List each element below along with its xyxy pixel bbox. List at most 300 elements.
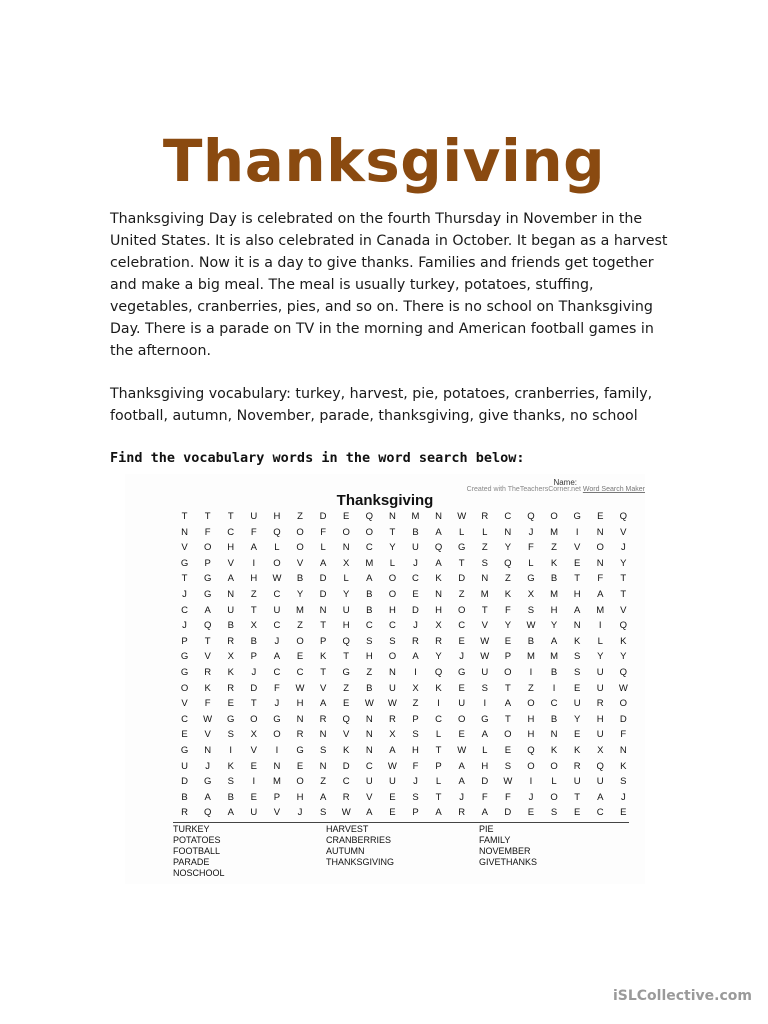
created-with-text: Created with TheTeachersCorner.net <box>466 486 581 493</box>
grid-letter: N <box>388 666 396 678</box>
grid-letter: E <box>343 511 350 522</box>
grid-letter: C <box>365 542 373 554</box>
grid-letter: N <box>319 729 327 741</box>
name-label: Name: <box>553 478 577 487</box>
grid-letter: W <box>364 698 374 710</box>
grid-letter: Z <box>504 573 511 585</box>
grid-letter: D <box>342 760 350 772</box>
grid-letter: E <box>597 511 604 522</box>
grid-letter: E <box>296 651 304 663</box>
grid-letter: R <box>458 807 466 819</box>
grid-letter: O <box>550 511 558 522</box>
grid-letter: C <box>365 760 373 772</box>
grid-letter: G <box>342 666 350 678</box>
grid-letter: A <box>504 698 512 710</box>
grid-letter: L <box>597 635 603 647</box>
grid-letter: F <box>504 604 511 616</box>
grid-letter: J <box>620 542 626 554</box>
grid-letter: K <box>435 682 442 694</box>
grid-letter: T <box>204 635 211 647</box>
grid-letter: V <box>481 620 488 632</box>
grid-letter: E <box>250 791 257 803</box>
grid-letter: E <box>412 588 419 600</box>
page-title: Thanksgiving <box>162 127 606 195</box>
grid-letter: O <box>504 666 512 678</box>
grid-letter: X <box>389 729 396 741</box>
grid-letter: O <box>342 526 350 538</box>
grid-letter: W <box>295 682 305 694</box>
grid-letter: R <box>296 729 304 741</box>
intro-paragraph: Thanksgiving Day is celebrated on the fourth Thursday in November in the United States. It is also celebrated in Canada in October. It began as a harvest celebration. Now it is a day to give thanks. Families and friends get together and make a big meal. The meal is usually turkey, potatoes, stuffing, vegetables, cranberries, pies, and so on. There is no school on Thanksgiving Day. There is a parade on TV in the morning and American football games in the afternoon. <box>110 211 668 359</box>
grid-letter: B <box>550 666 558 678</box>
grid-letter: B <box>181 791 188 803</box>
grid-row <box>173 665 635 681</box>
grid-row <box>173 556 635 572</box>
grid-letter: X <box>227 651 234 663</box>
grid-letter: N <box>319 760 327 772</box>
grid-letter: F <box>481 791 488 803</box>
grid-letter: K <box>620 635 627 647</box>
grid-letter: Y <box>550 620 558 632</box>
grid-letter: N <box>504 526 512 538</box>
grid-letter: A <box>435 526 442 538</box>
grid-row <box>173 618 635 634</box>
grid-letter: G <box>457 542 466 554</box>
grid-letter: H <box>296 791 304 803</box>
grid-letter: C <box>412 573 419 585</box>
grid-letter: C <box>181 713 188 725</box>
grid-letter: K <box>550 557 558 569</box>
grid-letter: B <box>227 620 234 632</box>
grid-letter: O <box>388 588 397 600</box>
grid-letter: Y <box>620 651 627 663</box>
grid-letter: Q <box>342 635 350 647</box>
grid-row <box>173 587 635 603</box>
grid-letter: T <box>620 573 627 585</box>
letter-grid <box>173 509 635 821</box>
grid-letter: Y <box>504 620 512 632</box>
grid-letter: Y <box>620 557 627 569</box>
grid-letter: E <box>620 807 627 819</box>
grid-letter: S <box>573 666 581 678</box>
grid-letter: Q <box>434 542 443 554</box>
grid-letter: N <box>596 557 604 569</box>
grid-letter: C <box>181 604 188 616</box>
grid-letter: X <box>412 682 419 694</box>
grid-letter: W <box>341 807 351 819</box>
grid-letter: T <box>320 620 327 632</box>
grid-letter: D <box>458 573 466 585</box>
grid-letter: Q <box>504 557 512 569</box>
grid-letter: T <box>250 604 257 616</box>
grid-letter: K <box>550 744 558 756</box>
grid-letter: K <box>227 666 234 678</box>
grid-letter: K <box>573 744 581 756</box>
grid-letter: G <box>296 744 304 756</box>
grid-letter: W <box>618 682 628 694</box>
word-list-row <box>173 868 633 879</box>
word-list-item: PIE <box>479 824 494 834</box>
grid-letter: R <box>227 635 235 647</box>
grid-letter: M <box>550 588 558 600</box>
grid-letter: C <box>273 666 281 678</box>
grid-letter: O <box>504 729 512 741</box>
word-list-item: TURKEY <box>173 824 210 834</box>
grid-letter: H <box>365 651 373 663</box>
grid-letter: H <box>296 698 304 710</box>
vocabulary-paragraph: Thanksgiving vocabulary: turkey, harvest, pie, potatoes, cranberries, family, football, autumn, November, parade, thanksgiving, give thanks, no school <box>110 386 653 424</box>
grid-letter: N <box>573 620 581 632</box>
grid-letter: K <box>319 651 327 663</box>
grid-letter: H <box>527 713 535 725</box>
grid-letter: C <box>296 666 304 678</box>
word-search-maker-link[interactable]: Word Search Maker <box>582 486 645 493</box>
grid-letter: Y <box>597 651 604 663</box>
grid-letter: T <box>320 666 327 678</box>
grid-letter: C <box>342 776 350 788</box>
grid-letter: H <box>435 604 443 616</box>
grid-letter: O <box>596 542 604 554</box>
grid-letter: L <box>482 526 488 538</box>
grid-letter: B <box>227 791 234 803</box>
grid-letter: I <box>552 682 556 694</box>
grid-letter: B <box>412 526 419 538</box>
grid-letter: C <box>365 620 373 632</box>
grid-letter: U <box>388 682 396 694</box>
grid-letter: N <box>227 588 235 600</box>
grid-letter: X <box>597 744 604 756</box>
grid-letter: G <box>227 713 235 725</box>
grid-letter: J <box>251 666 257 678</box>
grid-letter: M <box>480 588 489 600</box>
grid-letter: T <box>181 511 188 522</box>
grid-letter: D <box>319 511 327 522</box>
grid-letter: Z <box>528 682 534 694</box>
grid-letter: I <box>252 776 256 788</box>
grid-letter: U <box>273 604 281 616</box>
grid-letter: V <box>620 604 627 616</box>
grid-letter: O <box>296 635 304 647</box>
grid-letter: J <box>413 620 418 632</box>
grid-letter: W <box>480 651 490 663</box>
grid-letter: S <box>366 635 373 647</box>
grid-row <box>173 634 635 650</box>
grid-letter: S <box>319 807 327 819</box>
grid-letter: Q <box>365 511 373 522</box>
grid-letter: D <box>319 588 327 600</box>
grid-letter: H <box>550 604 558 616</box>
grid-letter: N <box>481 573 489 585</box>
grid-letter: A <box>204 791 211 803</box>
grid-letter: V <box>204 729 211 741</box>
grid-letter: N <box>204 744 212 756</box>
grid-letter: A <box>435 807 442 819</box>
grid-letter: H <box>388 604 396 616</box>
grid-letter: O <box>388 573 397 585</box>
grid-letter: I <box>483 698 487 710</box>
word-search-title: Thanksgiving <box>336 492 434 509</box>
grid-letter: E <box>458 682 465 694</box>
grid-letter: U <box>388 776 396 788</box>
grid-letter: Y <box>389 542 396 554</box>
grid-letter: O <box>457 713 466 725</box>
grid-letter: B <box>550 573 558 585</box>
grid-letter: O <box>457 604 466 616</box>
grid-letter: F <box>204 698 211 710</box>
grid-letter: E <box>573 557 581 569</box>
grid-letter: V <box>620 526 627 538</box>
grid-letter: A <box>597 588 604 600</box>
grid-letter: J <box>459 791 465 803</box>
grid-letter: I <box>598 620 602 632</box>
grid-letter: L <box>482 744 488 756</box>
grid-letter: A <box>435 557 442 569</box>
grid-letter: F <box>620 729 627 741</box>
grid-letter: D <box>481 776 489 788</box>
grid-letter: L <box>459 526 465 538</box>
grid-letter: D <box>250 682 258 694</box>
grid-letter: Y <box>504 542 512 554</box>
watermark: iSLCollective.com <box>612 988 752 1004</box>
grid-letter: J <box>528 791 534 803</box>
grid-letter: A <box>412 651 419 663</box>
grid-letter: O <box>296 526 304 538</box>
grid-letter: A <box>481 807 488 819</box>
grid-letter: K <box>435 573 442 585</box>
grid-letter: F <box>274 682 280 694</box>
grid-letter: M <box>550 526 558 538</box>
grid-letter: D <box>181 776 188 788</box>
grid-letter: V <box>227 557 234 569</box>
grid-letter: O <box>619 698 628 710</box>
grid-row <box>173 540 635 556</box>
word-list-row <box>173 846 633 857</box>
grid-letter: G <box>203 776 212 788</box>
grid-letter: T <box>181 573 188 585</box>
grid-row <box>173 727 635 743</box>
grid-row <box>173 649 635 665</box>
word-list <box>173 824 633 879</box>
grid-letter: L <box>274 542 280 554</box>
grid-letter: N <box>273 760 281 772</box>
grid-letter: S <box>227 776 234 788</box>
grid-letter: V <box>366 791 373 803</box>
grid-letter: G <box>180 651 189 663</box>
grid-letter: S <box>227 729 234 741</box>
grid-letter: G <box>527 573 535 585</box>
grid-letter: C <box>273 620 281 632</box>
grid-letter: T <box>435 791 442 803</box>
grid-letter: P <box>412 713 419 725</box>
grid-letter: Q <box>273 526 281 538</box>
grid-letter: A <box>366 807 373 819</box>
word-list-item: FAMILY <box>479 835 511 845</box>
grid-letter: U <box>573 698 581 710</box>
grid-letter: A <box>458 760 465 772</box>
grid-letter: W <box>503 776 513 788</box>
grid-letter: R <box>596 698 604 710</box>
word-list-row <box>173 857 633 868</box>
grid-letter: J <box>182 620 187 632</box>
grid-letter: U <box>596 729 604 741</box>
grid-letter: P <box>181 635 188 647</box>
grid-letter: L <box>435 776 442 788</box>
grid-letter: B <box>527 635 535 647</box>
grid-letter: A <box>319 791 327 803</box>
grid-letter: L <box>389 557 396 569</box>
grid-letter: X <box>527 588 535 600</box>
grid-letter: U <box>342 604 350 616</box>
grid-letter: S <box>319 744 327 756</box>
grid-letter: R <box>573 760 581 772</box>
grid-letter: K <box>573 635 581 647</box>
grid-letter: C <box>227 526 235 538</box>
grid-letter: H <box>250 573 258 585</box>
grid-letter: N <box>365 729 373 741</box>
grid-letter: T <box>435 744 442 756</box>
grid-letter: H <box>596 713 604 725</box>
grid-letter: S <box>573 651 581 663</box>
grid-letter: T <box>227 511 234 522</box>
grid-letter: C <box>435 713 443 725</box>
grid-letter: I <box>529 776 533 788</box>
grid-letter: S <box>481 557 488 569</box>
grid-letter: W <box>526 620 536 632</box>
grid-letter: P <box>435 760 442 772</box>
grid-letter: V <box>181 542 188 554</box>
grid-letter: N <box>342 542 350 554</box>
grid-letter: O <box>296 542 304 554</box>
word-list-divider <box>173 822 629 823</box>
grid-letter: S <box>389 635 396 647</box>
grid-letter: F <box>597 573 604 585</box>
grid-letter: J <box>459 651 465 663</box>
grid-letter: K <box>504 588 512 600</box>
grid-row <box>173 790 635 806</box>
grid-letter: J <box>528 526 534 538</box>
grid-row <box>173 759 635 775</box>
grid-letter: E <box>573 807 581 819</box>
grid-letter: U <box>573 776 581 788</box>
grid-letter: D <box>619 713 627 725</box>
grid-letter: V <box>573 542 581 554</box>
grid-letter: V <box>319 682 327 694</box>
grid-letter: J <box>413 776 418 788</box>
grid-letter: L <box>435 729 442 741</box>
grid-letter: E <box>527 807 535 819</box>
grid-letter: R <box>227 682 235 694</box>
grid-letter: H <box>412 744 419 756</box>
grid-letter: A <box>319 557 327 569</box>
grid-letter: F <box>412 760 419 772</box>
word-list-item: POTATOES <box>173 835 221 845</box>
grid-letter: J <box>297 807 303 819</box>
word-list-item: CRANBERRIES <box>326 835 392 845</box>
grid-letter: A <box>389 744 396 756</box>
grid-letter: Y <box>296 588 304 600</box>
grid-letter: W <box>457 511 467 522</box>
grid-letter: I <box>437 698 440 710</box>
grid-letter: B <box>366 604 373 616</box>
grid-letter: M <box>596 604 605 616</box>
grid-letter: Q <box>203 620 212 632</box>
grid-letter: Z <box>366 666 373 678</box>
grid-letter: A <box>227 573 234 585</box>
grid-letter: R <box>481 511 489 522</box>
grid-letter: I <box>275 744 279 756</box>
grid-letter: U <box>181 760 188 772</box>
grid-letter: J <box>182 588 187 600</box>
grid-letter: O <box>527 698 535 710</box>
grid-letter: O <box>388 651 397 663</box>
grid-letter: A <box>319 698 327 710</box>
grid-letter: N <box>181 526 188 538</box>
grid-letter: X <box>250 729 257 741</box>
grid-letter: W <box>272 573 282 585</box>
grid-letter: O <box>250 713 258 725</box>
grid-letter: I <box>229 744 233 756</box>
grid-row <box>173 712 635 728</box>
grid-letter: D <box>412 604 419 616</box>
grid-letter: G <box>180 744 189 756</box>
grid-letter: G <box>457 666 466 678</box>
grid-letter: U <box>412 542 419 554</box>
grid-letter: Z <box>412 698 419 710</box>
grid-row <box>173 603 635 619</box>
grid-letter: Y <box>573 713 581 725</box>
grid-row <box>173 774 635 790</box>
word-list-item: AUTUMN <box>326 846 365 856</box>
grid-letter: R <box>388 713 396 725</box>
word-list-item: GIVETHANKS <box>479 857 538 867</box>
grid-letter: Z <box>297 620 303 632</box>
grid-letter: Q <box>527 744 535 756</box>
grid-letter: U <box>227 604 235 616</box>
grid-letter: X <box>250 620 257 632</box>
grid-letter: Q <box>619 666 628 678</box>
grid-letter: H <box>573 588 581 600</box>
grid-letter: Z <box>297 511 303 522</box>
grid-row <box>173 696 635 712</box>
grid-letter: E <box>389 807 396 819</box>
grid-letter: E <box>181 729 188 741</box>
grid-letter: P <box>412 807 419 819</box>
grid-letter: G <box>273 713 281 725</box>
grid-letter: E <box>573 729 581 741</box>
grid-letter: O <box>365 526 373 538</box>
grid-letter: U <box>458 698 466 710</box>
grid-letter: F <box>528 542 534 554</box>
grid-letter: T <box>620 588 627 600</box>
grid-letter: M <box>526 651 535 663</box>
grid-letter: S <box>550 807 558 819</box>
word-list-item <box>326 868 479 879</box>
grid-row <box>173 509 635 525</box>
grid-row <box>173 525 635 541</box>
grid-letter: E <box>389 791 396 803</box>
grid-letter: M <box>411 511 420 522</box>
grid-row <box>173 681 635 697</box>
grid-letter: G <box>180 666 189 678</box>
grid-letter: C <box>458 620 466 632</box>
grid-letter: J <box>620 791 626 803</box>
grid-letter: Z <box>481 542 488 554</box>
grid-letter: A <box>550 635 558 647</box>
grid-letter: G <box>481 713 489 725</box>
grid-letter: T <box>458 557 465 569</box>
grid-letter: Z <box>343 682 350 694</box>
grid-letter: S <box>504 760 512 772</box>
